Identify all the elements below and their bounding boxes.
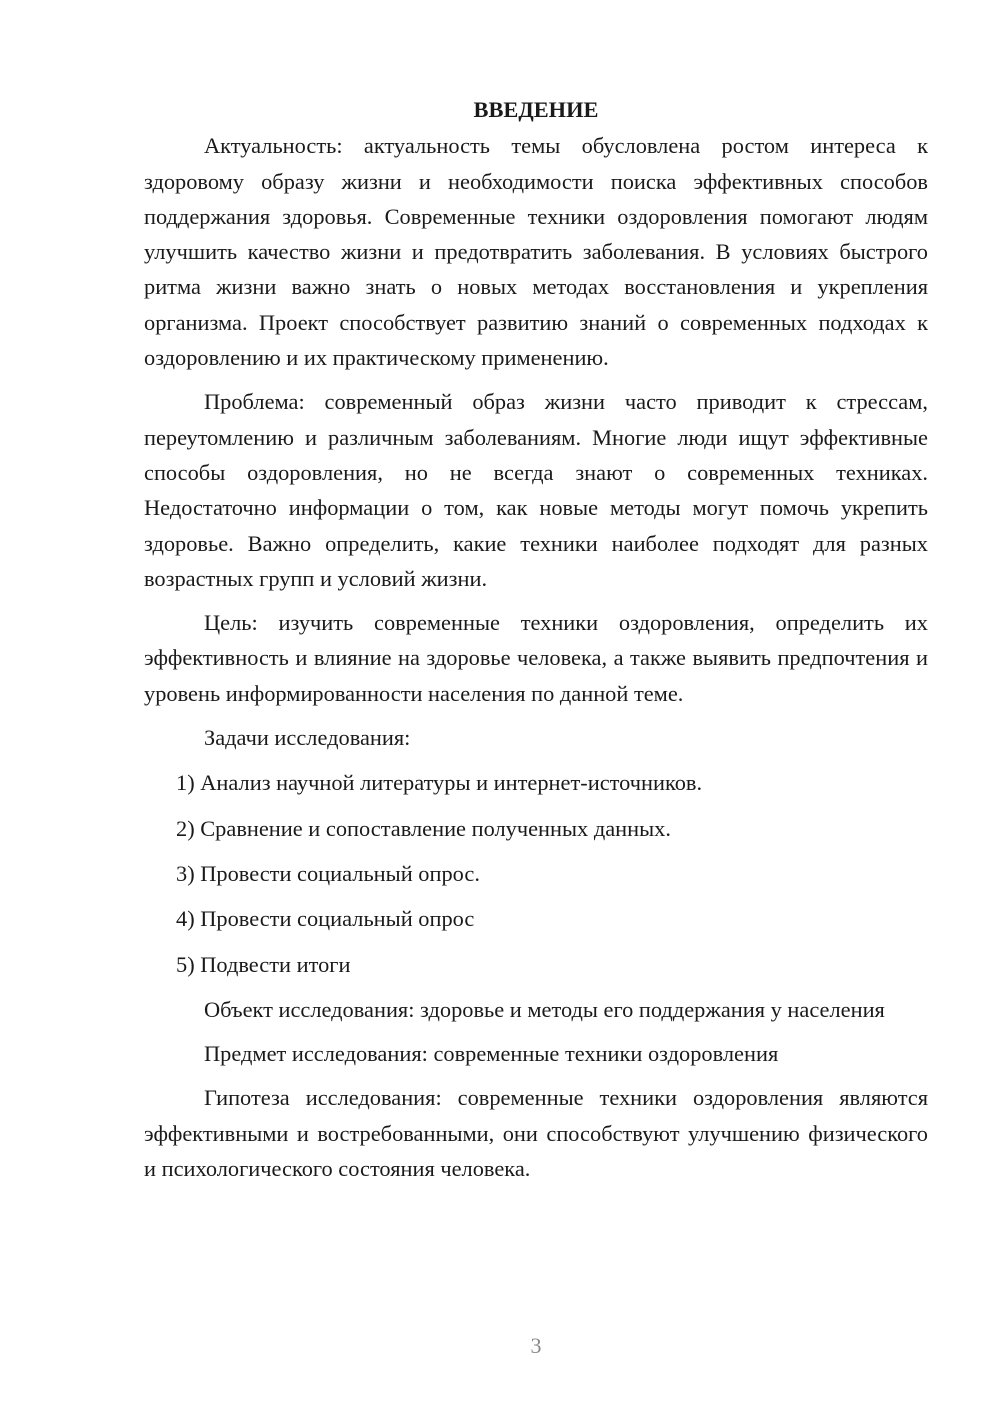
task-item: 4) Провести социальный опрос <box>176 906 475 932</box>
document-page <box>144 92 928 1195</box>
problem-paragraph: Проблема: современный образ жизни часто приводит к стрессам, переутомлению и различным заболеваниям. Многие люди ищут эффективные способы оздоровления, но не всегда знают о современных техниках. Недостаточно информации о том, как новые методы могут помочь укрепить здоровье. Важно определить, какие техники наиболее подходят для разных возрастных групп и условий жизни. <box>144 389 928 591</box>
hypothesis-paragraph: Гипотеза исследования: современные техники оздоровления являются эффективными и востребованными, они способствуют улучшению физического и психологического состояния человека. <box>144 1085 928 1182</box>
subject-paragraph: Предмет исследования: современные техники оздоровления <box>204 1041 779 1067</box>
task-item: 3) Провести социальный опрос. <box>176 860 480 886</box>
section-title: ВВЕДЕНИЕ <box>473 97 599 122</box>
task-item: 5) Подвести итоги <box>176 951 351 977</box>
task-item: 1) Анализ научной литературы и интернет-источников. <box>176 770 703 796</box>
goal-paragraph: Цель: изучить современные техники оздоровления, определить их эффективность и влияние на здоровье человека, а также выявить предпочтения и уровень информированности населения по данной теме. <box>144 610 928 706</box>
tasks-heading: Задачи исследования: <box>204 725 411 751</box>
page-number: 3 <box>530 1333 542 1358</box>
object-paragraph: Объект исследования: здоровье и методы его поддержания у населения <box>204 996 885 1022</box>
task-item: 2) Сравнение и сопоставление полученных данных. <box>176 815 671 841</box>
relevance-paragraph: Актуальность: актуальность темы обусловлена ростом интереса к здоровому образу жизни и необходимости поиска эффективных способов поддержания здоровья. Современные техники оздоровления помогают людям улучшить качество жизни и предотвратить заболевания. В условиях быстрого ритма жизни важно знать о новых методах восстановления и укрепления организма. Проект способствует развитию знаний о современных подходах к оздоровлению и их практическому применению. <box>144 133 928 371</box>
